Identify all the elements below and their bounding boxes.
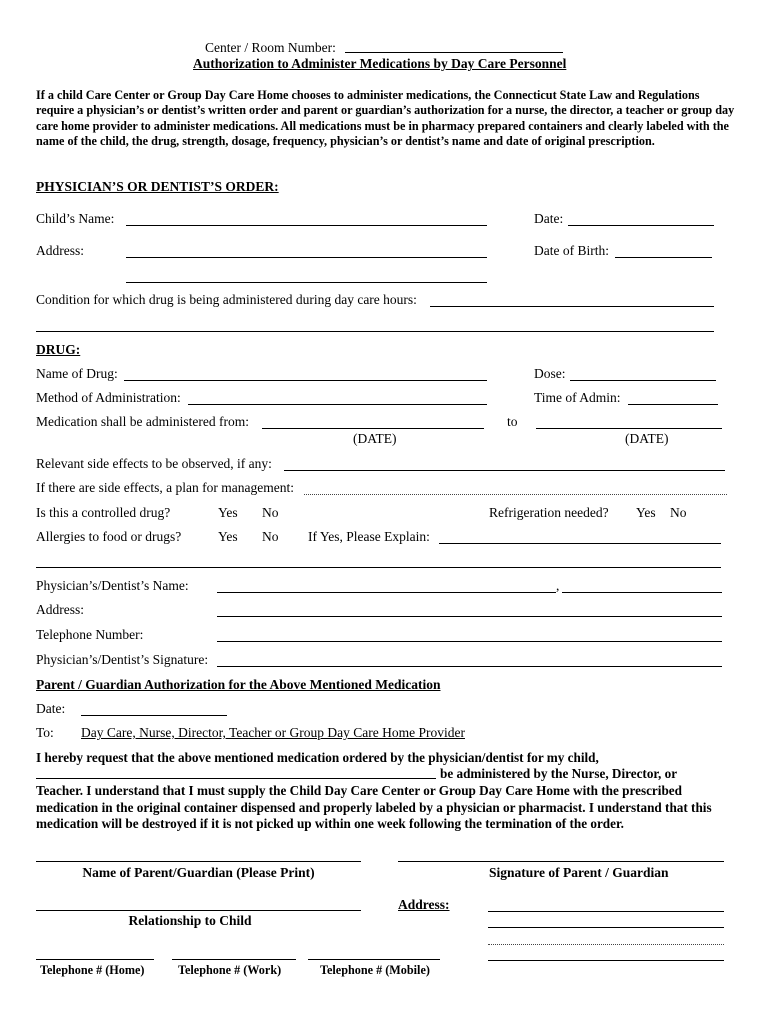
address-label: Address: [36,243,84,258]
controlled-no-option[interactable]: No [262,505,279,520]
tel-mobile-label: Telephone # (Mobile) [320,963,430,977]
parent-signature-label: Signature of Parent / Guardian [489,865,669,880]
allergies-explain-field-line-2[interactable] [36,567,721,568]
prescriber-name-comma: , [556,578,560,593]
parent-address-field-line-1[interactable] [488,911,724,912]
drug-name-field[interactable] [124,380,487,381]
center-room-label: Center / Room Number: [205,40,336,55]
child-name-field[interactable] [36,778,436,779]
parent-name-field[interactable] [36,861,361,862]
parent-section-heading: Parent / Guardian Authorization for the Above Mentioned Medication [36,677,441,692]
prescriber-address-field[interactable] [217,616,722,617]
parent-address-field-line-3[interactable] [488,944,724,945]
condition-field[interactable] [430,306,714,307]
request-line-2: be administered by the Nurse, Director, or [440,766,678,781]
start-date-caption: (DATE) [353,431,397,446]
allergies-explain-label: If Yes, Please Explain: [308,529,430,544]
prescriber-telephone-label: Telephone Number: [36,627,144,642]
dose-label: Dose: [534,366,566,381]
relationship-field[interactable] [36,910,361,911]
tel-work-field[interactable] [172,959,296,960]
side-effects-plan-label: If there are side effects, a plan for management: [36,480,294,495]
relationship-label: Relationship to Child [128,913,252,928]
allergies-yes-option[interactable]: Yes [218,529,238,544]
parent-date-label: Date: [36,701,66,716]
form-title: Authorization to Administer Medications by Day Care Personnel [193,56,567,71]
prescriber-credentials-field[interactable] [562,592,722,593]
drug-name-label: Name of Drug: [36,366,118,381]
prescriber-name-label: Physician’s/Dentist’s Name: [36,578,189,593]
condition-label: Condition for which drug is being administered during day care hours: [36,292,417,307]
side-effects-label: Relevant side effects to be observed, if any: [36,456,272,471]
time-of-admin-label: Time of Admin: [534,390,621,405]
request-paragraph: Teacher. I understand that I must supply the Child Day Care Center or Group Day Care Home with the prescribed medication in the original container dispensed and properly labeled by a physician or pharmacist. I understand that this medication will be destroyed if it is not picked up within one week following the termination of the order. [36,783,712,831]
refrigeration-yes-option[interactable]: Yes [636,505,656,520]
parent-address-field-line-4[interactable] [488,960,724,961]
date-label: Date: [534,211,564,226]
to-label: To: [36,725,54,740]
allergies-label: Allergies to food or drugs? [36,529,182,544]
request-line-1: I hereby request that the above mentioned medication ordered by the physician/dentist for my child, [36,750,599,765]
allergies-explain-field[interactable] [439,543,721,544]
to-label: to [507,414,518,429]
drug-section-heading: DRUG: [36,342,81,357]
administered-from-label: Medication shall be administered from: [36,414,249,429]
childs-name-field[interactable] [126,225,487,226]
tel-home-field[interactable] [36,959,154,960]
address-field-line-2[interactable] [126,282,487,283]
parent-date-field[interactable] [81,715,227,716]
parent-address-label: Address: [398,897,450,912]
tel-home-label: Telephone # (Home) [40,963,145,977]
center-room-field[interactable] [345,52,563,53]
time-of-admin-field[interactable] [628,404,718,405]
method-label: Method of Administration: [36,390,181,405]
date-field[interactable] [568,225,714,226]
condition-field-line-2[interactable] [36,331,714,332]
prescriber-signature-field[interactable] [217,666,722,667]
prescriber-address-label: Address: [36,602,84,617]
controlled-yes-option[interactable]: Yes [218,505,238,520]
side-effects-plan-field[interactable] [304,494,727,495]
prescriber-telephone-field[interactable] [217,641,722,642]
parent-signature-field[interactable] [398,861,724,862]
allergies-no-option[interactable]: No [262,529,279,544]
controlled-drug-label: Is this a controlled drug? [36,505,171,520]
dob-field[interactable] [615,257,712,258]
to-recipients: Day Care, Nurse, Director, Teacher or Group Day Care Home Provider [81,725,465,740]
intro-paragraph: If a child Care Center or Group Day Care Home chooses to administer medications, the Connecticut State Law and Regulations require a physician’s or dentist’s written order and parent or guardian’s authorization for a nurse, the director, a teacher or group day care home provider to administer medications. All medications must be in pharmacy prepared containers and clearly labeled with the name of the child, the drug, strength, dosage, frequency, physician’s or dentist’s name and date of original prescription. [36,88,735,148]
physician-section-heading: PHYSICIAN’S OR DENTIST’S ORDER: [36,179,279,194]
parent-address-field-line-2[interactable] [488,927,724,928]
refrigeration-label: Refrigeration needed? [489,505,609,520]
method-field[interactable] [188,404,487,405]
parent-name-label: Name of Parent/Guardian (Please Print) [82,865,315,880]
tel-mobile-field[interactable] [308,959,440,960]
dob-label: Date of Birth: [534,243,609,258]
end-date-field[interactable] [536,428,722,429]
refrigeration-no-option[interactable]: No [670,505,687,520]
dose-field[interactable] [570,380,716,381]
prescriber-signature-label: Physician’s/Dentist’s Signature: [36,652,209,667]
side-effects-field[interactable] [284,470,725,471]
address-field-line-1[interactable] [126,257,487,258]
childs-name-label: Child’s Name: [36,211,115,226]
prescriber-name-field[interactable] [217,592,556,593]
end-date-caption: (DATE) [625,431,669,446]
tel-work-label: Telephone # (Work) [178,963,282,977]
start-date-field[interactable] [262,428,484,429]
